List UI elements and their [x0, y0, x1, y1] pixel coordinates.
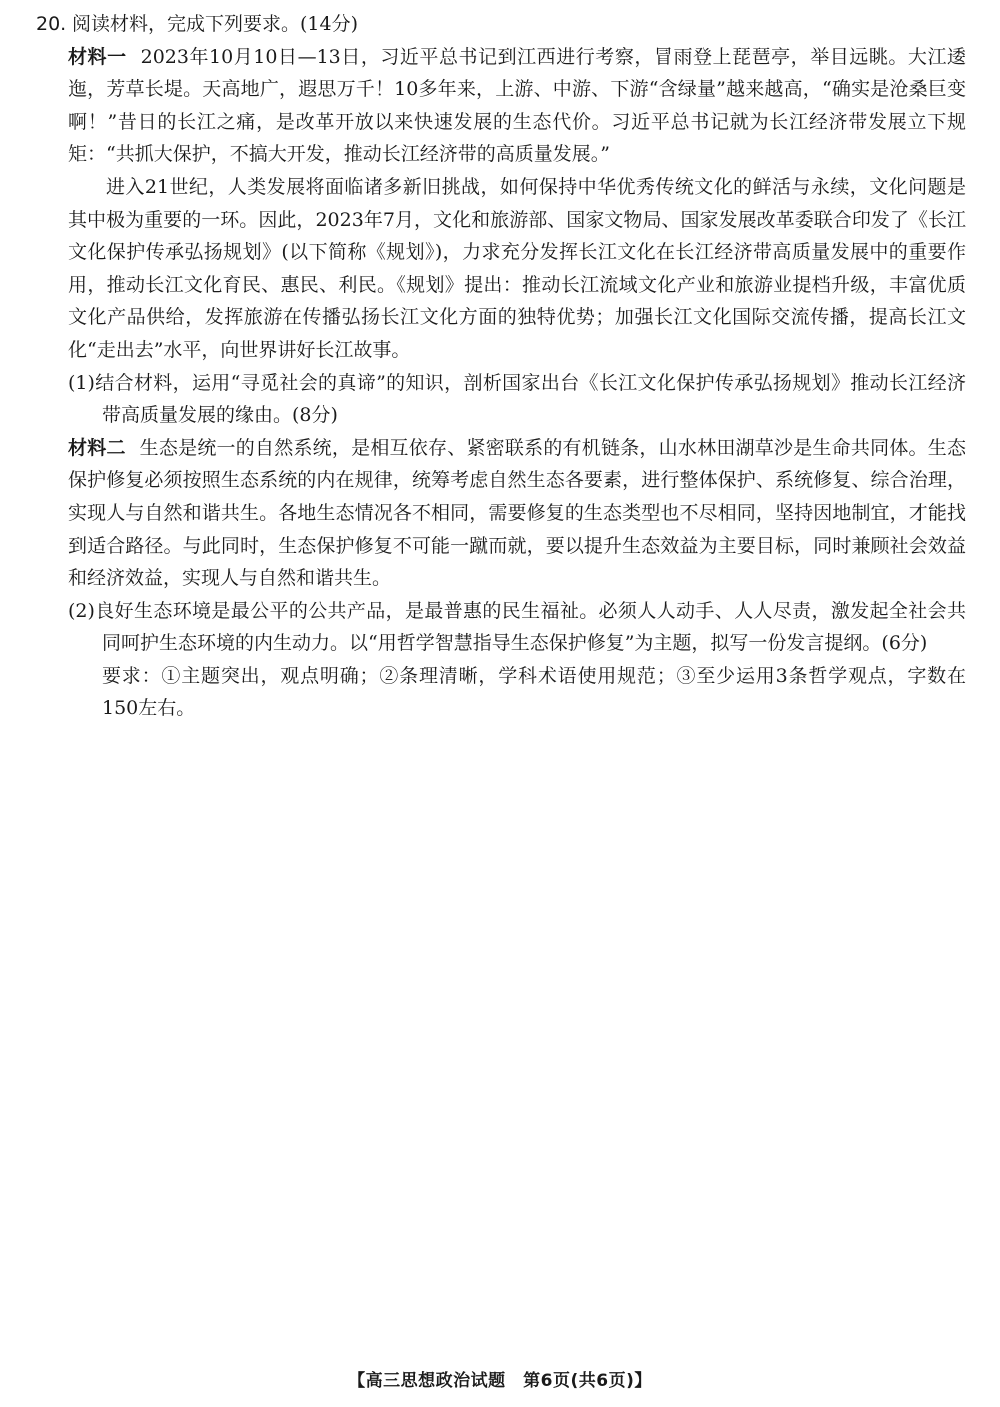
sub-question-2	[36, 595, 966, 660]
material-two-text: 生态是统一的自然系统，是相互依存、紧密联系的有机链条，山水林田湖草沙是生命共同体。生态保护修复必须按照生态系统的内在规律，统筹考虑自然生态各要素，进行整体保护、系统修复、综合治理，实现人与自然和谐共生。各地生态情况各不相同，需要修复的生态类型也不尽相同，坚持因地制宜，才能找到适合路径。与此同时，生态保护修复不可能一蹴而就，要以提升生态效益为主要目标，同时兼顾社会效益和经济效益，实现人与自然和谐共生。	[68, 436, 966, 590]
material-two-paragraph	[36, 432, 966, 595]
material-one-text-2: 进入21世纪，人类发展将面临诸多新旧挑战，如何保持中华优秀传统文化的鲜活与永续，文化问题是其中极为重要的一环。因此，2023年7月，文化和旅游部、国家文物局、国家发展改革委联合印发了《长江文化保护传承弘扬规划》(以下简称《规划》)，力求充分发挥长江文化在长江经济带高质量发展中的重要作用，推动长江文化育民、惠民、利民。《规划》提出：推动长江流域文化产业和旅游业提档升级，丰富优质文化产品供给，发挥旅游在传播弘扬长江文化方面的独特优势；加强长江文化国际交流传播，提高长江文化“走出去”水平，向世界讲好长江故事。	[68, 175, 966, 361]
sub-question-2-text: (2)良好生态环境是最公平的公共产品，是最普惠的民生福祉。必须人人动手、人人尽责，激发起全社会共同呵护生态环境的内生动力。以“用哲学智慧指导生态保护修复”为主题，拟写一份发言提纲。(6分)	[68, 599, 966, 655]
page-footer: 【高三思想政治试题 第6页(共6页)】	[348, 1371, 652, 1391]
question-heading	[36, 8, 966, 41]
question-content	[36, 8, 966, 725]
question-number: 20.	[36, 13, 67, 35]
requirement-text: 要求：①主题突出，观点明确；②条理清晰，学科术语使用规范；③至少运用3条哲学观点，字数在150左右。	[102, 664, 966, 720]
material-two-label: 材料二	[68, 436, 126, 459]
material-one-paragraph-2	[36, 171, 966, 367]
sub-question-1-text: (1)结合材料，运用“寻觅社会的真谛”的知识，剖析国家出台《长江文化保护传承弘扬规划》推动长江经济带高质量发展的缘由。(8分)	[68, 371, 966, 427]
question-heading-text: 阅读材料，完成下列要求。(14分)	[72, 13, 359, 35]
material-one-label: 材料一	[68, 45, 127, 68]
material-one-text-1: 2023年10月10日—13日，习近平总书记到江西进行考察，冒雨登上琵琶亭，举目远眺。大江逶迤，芳草长堤。天高地广，遐思万千！10多年来，上游、中游、下游“含绿量”越来越高，“确实是沧桑巨变啊！”昔日的长江之痛，是改革开放以来快速发展的生态代价。习近平总书记就为长江经济带发展立下规矩：“共抓大保护，不搞大开发，推动长江经济带的高质量发展。”	[68, 45, 966, 166]
material-one-paragraph-1	[36, 41, 966, 171]
sub-question-2-requirement	[36, 660, 966, 725]
sub-question-1	[36, 367, 966, 432]
